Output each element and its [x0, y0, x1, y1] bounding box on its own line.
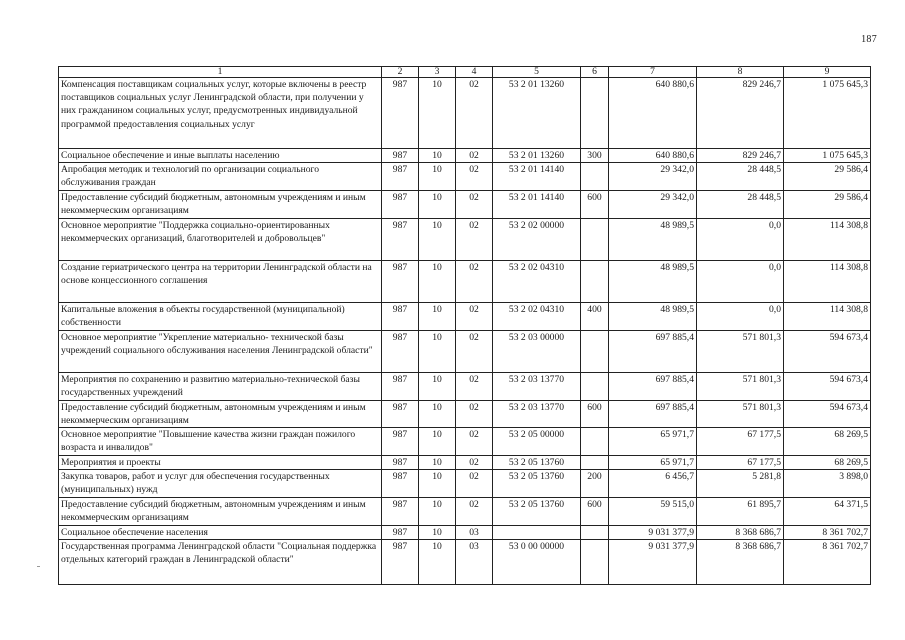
- cell-amount-year-2: 571 801,3: [697, 330, 784, 372]
- cell-amount-year-2: 28 448,5: [697, 191, 784, 218]
- cell-subsection: 02: [456, 163, 493, 191]
- cell-subsection: 02: [456, 400, 493, 427]
- cell-amount-year-3: 1 075 645,3: [784, 149, 871, 163]
- table-row: [59, 149, 871, 163]
- cell-section: 10: [419, 302, 456, 330]
- cell-amount-year-1: 697 885,4: [609, 372, 697, 400]
- cell-name: Мероприятия и проекты: [59, 456, 382, 470]
- cell-amount-year-2: 67 177,5: [697, 456, 784, 470]
- cell-grbs: 987: [382, 78, 419, 149]
- table-row: [59, 218, 871, 260]
- cell-name: Предоставление субсидий бюджетным, автономным учреждениям и иным некоммерческим организациям: [59, 191, 382, 218]
- cell-name: Мероприятия по сохранению и развитию материально-технической базы государственных учреждений: [59, 372, 382, 400]
- cell-grbs: 987: [382, 302, 419, 330]
- cell-expense-type: [581, 456, 609, 470]
- cell-expense-type: 600: [581, 400, 609, 427]
- table-row: [59, 539, 871, 584]
- table-row: [59, 525, 871, 539]
- cell-amount-year-3: 1 075 645,3: [784, 78, 871, 149]
- cell-amount-year-3: 3 898,0: [784, 470, 871, 497]
- cell-subsection: 02: [456, 149, 493, 163]
- cell-amount-year-1: 65 971,7: [609, 456, 697, 470]
- table-row: [59, 163, 871, 191]
- cell-amount-year-3: 29 586,4: [784, 191, 871, 218]
- cell-expense-type: [581, 163, 609, 191]
- cell-subsection: 03: [456, 525, 493, 539]
- cell-amount-year-3: 68 269,5: [784, 456, 871, 470]
- cell-target-article: 53 2 02 04310: [493, 260, 581, 302]
- cell-grbs: 987: [382, 218, 419, 260]
- cell-amount-year-1: 9 031 377,9: [609, 525, 697, 539]
- cell-target-article: 53 2 02 04310: [493, 302, 581, 330]
- cell-target-article: 53 2 01 14140: [493, 191, 581, 218]
- cell-amount-year-3: 114 308,8: [784, 260, 871, 302]
- scan-mark: [37, 566, 40, 567]
- cell-grbs: 987: [382, 428, 419, 456]
- column-number-5: 5: [493, 67, 581, 78]
- cell-name: Основное мероприятие "Поддержка социально-ориентированных некоммерческих организаций, благотворителей и добровольцев": [59, 218, 382, 260]
- table-row: [59, 330, 871, 372]
- cell-grbs: 987: [382, 330, 419, 372]
- table-row: [59, 497, 871, 525]
- cell-name: Предоставление субсидий бюджетным, автономным учреждениям и иным некоммерческим организациям: [59, 497, 382, 525]
- cell-grbs: 987: [382, 539, 419, 584]
- cell-target-article: 53 2 02 00000: [493, 218, 581, 260]
- cell-name: Основное мероприятие "Повышение качества жизни граждан пожилого возраста и инвалидов": [59, 428, 382, 456]
- cell-grbs: 987: [382, 456, 419, 470]
- cell-expense-type: 600: [581, 191, 609, 218]
- cell-grbs: 987: [382, 191, 419, 218]
- column-number-2: 2: [382, 67, 419, 78]
- cell-amount-year-1: 29 342,0: [609, 163, 697, 191]
- cell-expense-type: [581, 525, 609, 539]
- cell-amount-year-3: 114 308,8: [784, 218, 871, 260]
- cell-amount-year-2: 829 246,7: [697, 78, 784, 149]
- cell-target-article: 53 2 03 13770: [493, 400, 581, 427]
- cell-amount-year-3: 68 269,5: [784, 428, 871, 456]
- cell-expense-type: [581, 78, 609, 149]
- cell-target-article: [493, 525, 581, 539]
- cell-amount-year-1: 640 880,6: [609, 149, 697, 163]
- cell-amount-year-3: 594 673,4: [784, 400, 871, 427]
- cell-section: 10: [419, 497, 456, 525]
- budget-table: [58, 66, 871, 585]
- cell-expense-type: 200: [581, 470, 609, 497]
- cell-name: Основное мероприятие "Укрепление материально- технической базы учреждений социального обслуживания населения Ленинградской области": [59, 330, 382, 372]
- cell-target-article: 53 0 00 00000: [493, 539, 581, 584]
- table-row: [59, 302, 871, 330]
- cell-amount-year-2: 0,0: [697, 218, 784, 260]
- cell-expense-type: [581, 330, 609, 372]
- table-row: [59, 78, 871, 149]
- cell-expense-type: 300: [581, 149, 609, 163]
- cell-section: 10: [419, 78, 456, 149]
- cell-section: 10: [419, 330, 456, 372]
- cell-grbs: 987: [382, 163, 419, 191]
- cell-amount-year-3: 8 361 702,7: [784, 539, 871, 584]
- cell-grbs: 987: [382, 525, 419, 539]
- cell-section: 10: [419, 470, 456, 497]
- table-row: [59, 400, 871, 427]
- cell-section: 10: [419, 149, 456, 163]
- cell-name: Создание гериатрического центра на территории Ленинградской области на основе концессионного соглашения: [59, 260, 382, 302]
- cell-name: Социальное обеспечение и иные выплаты населению: [59, 149, 382, 163]
- cell-amount-year-1: 6 456,7: [609, 470, 697, 497]
- cell-section: 10: [419, 456, 456, 470]
- cell-amount-year-3: 114 308,8: [784, 302, 871, 330]
- cell-amount-year-3: 29 586,4: [784, 163, 871, 191]
- cell-subsection: 02: [456, 260, 493, 302]
- cell-target-article: 53 2 05 13760: [493, 497, 581, 525]
- cell-grbs: 987: [382, 497, 419, 525]
- table-row: [59, 260, 871, 302]
- cell-subsection: 02: [456, 470, 493, 497]
- cell-expense-type: [581, 428, 609, 456]
- cell-amount-year-2: 829 246,7: [697, 149, 784, 163]
- cell-amount-year-2: 5 281,8: [697, 470, 784, 497]
- cell-amount-year-2: 0,0: [697, 260, 784, 302]
- cell-amount-year-1: 29 342,0: [609, 191, 697, 218]
- table-row: [59, 470, 871, 497]
- cell-name: Предоставление субсидий бюджетным, автономным учреждениям и иным некоммерческим организациям: [59, 400, 382, 427]
- cell-amount-year-3: 594 673,4: [784, 330, 871, 372]
- cell-subsection: 03: [456, 539, 493, 584]
- column-number-9: 9: [784, 67, 871, 78]
- cell-amount-year-2: 61 895,7: [697, 497, 784, 525]
- cell-subsection: 02: [456, 456, 493, 470]
- cell-target-article: 53 2 05 13760: [493, 456, 581, 470]
- cell-amount-year-2: 67 177,5: [697, 428, 784, 456]
- cell-subsection: 02: [456, 428, 493, 456]
- cell-target-article: 53 2 05 00000: [493, 428, 581, 456]
- cell-section: 10: [419, 428, 456, 456]
- cell-subsection: 02: [456, 372, 493, 400]
- cell-target-article: 53 2 03 13770: [493, 372, 581, 400]
- cell-subsection: 02: [456, 302, 493, 330]
- cell-amount-year-1: 9 031 377,9: [609, 539, 697, 584]
- column-number-3: 3: [419, 67, 456, 78]
- cell-subsection: 02: [456, 191, 493, 218]
- column-number-7: 7: [609, 67, 697, 78]
- cell-expense-type: [581, 218, 609, 260]
- cell-amount-year-2: 28 448,5: [697, 163, 784, 191]
- cell-subsection: 02: [456, 330, 493, 372]
- cell-amount-year-3: 594 673,4: [784, 372, 871, 400]
- table-row: [59, 428, 871, 456]
- cell-amount-year-1: 640 880,6: [609, 78, 697, 149]
- cell-amount-year-1: 697 885,4: [609, 400, 697, 427]
- cell-section: 10: [419, 163, 456, 191]
- cell-amount-year-1: 48 989,5: [609, 218, 697, 260]
- cell-target-article: 53 2 05 13760: [493, 470, 581, 497]
- cell-amount-year-2: 571 801,3: [697, 372, 784, 400]
- column-number-4: 4: [456, 67, 493, 78]
- cell-grbs: 987: [382, 372, 419, 400]
- cell-target-article: 53 2 01 13260: [493, 149, 581, 163]
- cell-section: 10: [419, 372, 456, 400]
- cell-subsection: 02: [456, 497, 493, 525]
- column-number-8: 8: [697, 67, 784, 78]
- cell-subsection: 02: [456, 78, 493, 149]
- cell-grbs: 987: [382, 470, 419, 497]
- cell-expense-type: [581, 539, 609, 584]
- cell-section: 10: [419, 191, 456, 218]
- cell-section: 10: [419, 525, 456, 539]
- cell-amount-year-1: 65 971,7: [609, 428, 697, 456]
- cell-amount-year-2: 8 368 686,7: [697, 539, 784, 584]
- cell-name: Капитальные вложения в объекты государственной (муниципальной) собственности: [59, 302, 382, 330]
- cell-section: 10: [419, 539, 456, 584]
- cell-expense-type: 400: [581, 302, 609, 330]
- cell-amount-year-1: 48 989,5: [609, 302, 697, 330]
- column-number-1: 1: [59, 67, 382, 78]
- cell-target-article: 53 2 01 14140: [493, 163, 581, 191]
- table-body: [59, 67, 871, 585]
- page-number: 187: [861, 34, 877, 45]
- cell-expense-type: 600: [581, 497, 609, 525]
- cell-amount-year-2: 571 801,3: [697, 400, 784, 427]
- cell-name: Закупка товаров, работ и услуг для обеспечения государственных (муниципальных) нужд: [59, 470, 382, 497]
- cell-amount-year-2: 8 368 686,7: [697, 525, 784, 539]
- column-number-6: 6: [581, 67, 609, 78]
- cell-name: Социальное обеспечение населения: [59, 525, 382, 539]
- cell-amount-year-3: 64 371,5: [784, 497, 871, 525]
- cell-grbs: 987: [382, 400, 419, 427]
- cell-amount-year-2: 0,0: [697, 302, 784, 330]
- cell-expense-type: [581, 260, 609, 302]
- cell-target-article: 53 2 03 00000: [493, 330, 581, 372]
- cell-target-article: 53 2 01 13260: [493, 78, 581, 149]
- cell-grbs: 987: [382, 260, 419, 302]
- cell-section: 10: [419, 400, 456, 427]
- table-row: [59, 191, 871, 218]
- cell-section: 10: [419, 218, 456, 260]
- cell-name: Государственная программа Ленинградской области "Социальная поддержка отдельных категорий граждан в Ленинградской области": [59, 539, 382, 584]
- cell-amount-year-1: 697 885,4: [609, 330, 697, 372]
- cell-amount-year-1: 48 989,5: [609, 260, 697, 302]
- cell-name: Компенсация поставщикам социальных услуг, которые включены в реестр поставщиков социальных услуг Ленинградской области, при получении у них гражданином социальных услуг, предусмотренных индивидуальной программой предоставления социальных услуг: [59, 78, 382, 149]
- table-row: [59, 456, 871, 470]
- cell-expense-type: [581, 372, 609, 400]
- header-row: [59, 67, 871, 78]
- cell-amount-year-1: 59 515,0: [609, 497, 697, 525]
- cell-grbs: 987: [382, 149, 419, 163]
- cell-amount-year-3: 8 361 702,7: [784, 525, 871, 539]
- cell-section: 10: [419, 260, 456, 302]
- cell-subsection: 02: [456, 218, 493, 260]
- cell-name: Апробация методик и технологий по организации социального обслуживания граждан: [59, 163, 382, 191]
- table-row: [59, 372, 871, 400]
